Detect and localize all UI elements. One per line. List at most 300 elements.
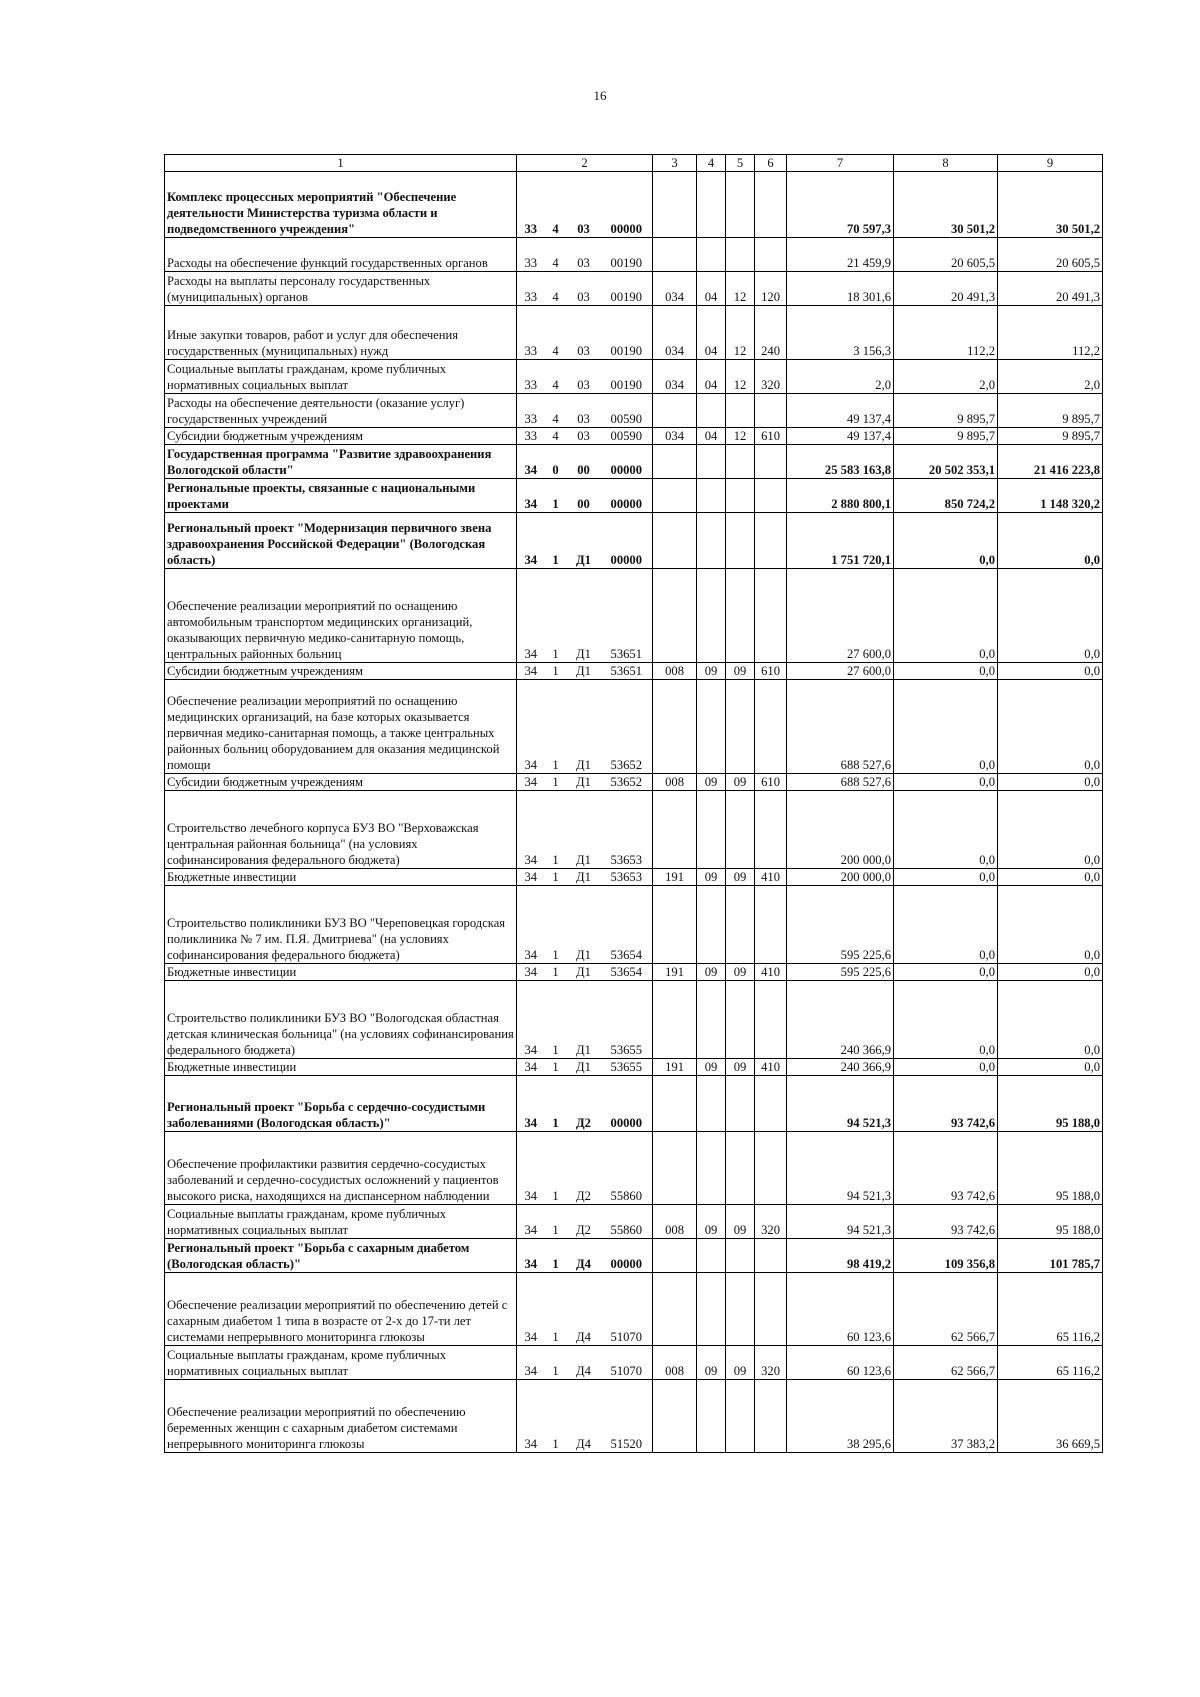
code-program: 34 bbox=[517, 1132, 545, 1205]
row-name: Обеспечение реализации мероприятий по оснащению автомобильным транспортом медицинских организаций, оказывающих первичную медико-санитарную помощь, центральных районных больниц bbox=[165, 569, 517, 663]
section-code bbox=[697, 886, 726, 964]
code-type: 1 bbox=[545, 1380, 567, 1453]
expense-type-code bbox=[755, 1380, 787, 1453]
table-row bbox=[165, 513, 1103, 569]
subsection-code bbox=[726, 1132, 755, 1205]
table-row bbox=[165, 1346, 1103, 1380]
table-row bbox=[165, 1380, 1103, 1453]
code-program: 34 bbox=[517, 981, 545, 1059]
code-direction: 53655 bbox=[601, 1059, 653, 1076]
row-name: Расходы на обеспечение деятельности (оказание услуг) государственных учреждений bbox=[165, 394, 517, 428]
row-name: Обеспечение реализации мероприятий по оснащению медицинских организаций, на базе которых оказывается первичная медико-санитарная помощь, а также центральных районных больниц оборудованием для оказания медицинской помощи bbox=[165, 680, 517, 774]
code-structure: Д1 bbox=[567, 569, 601, 663]
code-structure: Д4 bbox=[567, 1380, 601, 1453]
expense-type-code: 320 bbox=[755, 1346, 787, 1380]
section-code bbox=[697, 1132, 726, 1205]
code-structure: Д4 bbox=[567, 1346, 601, 1380]
code-structure: Д1 bbox=[567, 513, 601, 569]
code-type: 4 bbox=[545, 272, 567, 306]
code-program: 34 bbox=[517, 1205, 545, 1239]
amount-year-3: 112,2 bbox=[998, 306, 1103, 360]
table-row bbox=[165, 360, 1103, 394]
code-structure: Д4 bbox=[567, 1273, 601, 1346]
code-program: 34 bbox=[517, 663, 545, 680]
table-row bbox=[165, 306, 1103, 360]
grbs-code bbox=[653, 1076, 697, 1132]
code-program: 33 bbox=[517, 360, 545, 394]
row-name: Социальные выплаты гражданам, кроме публичных нормативных социальных выплат bbox=[165, 360, 517, 394]
grbs-code bbox=[653, 445, 697, 479]
row-name: Бюджетные инвестиции bbox=[165, 1059, 517, 1076]
expense-type-code: 610 bbox=[755, 774, 787, 791]
subsection-code: 09 bbox=[726, 964, 755, 981]
expense-type-code: 320 bbox=[755, 1205, 787, 1239]
row-name: Обеспечение реализации мероприятий по обеспечению детей с сахарным диабетом 1 типа в возрасте от 2-х до 17-ти лет системами непрерывного мониторинга глюкозы bbox=[165, 1273, 517, 1346]
expense-type-code bbox=[755, 1076, 787, 1132]
code-direction: 00190 bbox=[601, 360, 653, 394]
code-program: 34 bbox=[517, 569, 545, 663]
amount-year-1: 595 225,6 bbox=[787, 886, 894, 964]
code-structure: Д1 bbox=[567, 1059, 601, 1076]
expense-type-code bbox=[755, 791, 787, 869]
amount-year-1: 18 301,6 bbox=[787, 272, 894, 306]
amount-year-3: 0,0 bbox=[998, 886, 1103, 964]
subsection-code bbox=[726, 513, 755, 569]
amount-year-1: 1 751 720,1 bbox=[787, 513, 894, 569]
subsection-code bbox=[726, 1273, 755, 1346]
code-type: 4 bbox=[545, 306, 567, 360]
section-code: 09 bbox=[697, 1346, 726, 1380]
amount-year-3: 36 669,5 bbox=[998, 1380, 1103, 1453]
subsection-code bbox=[726, 680, 755, 774]
subsection-code: 12 bbox=[726, 272, 755, 306]
amount-year-1: 688 527,6 bbox=[787, 774, 894, 791]
grbs-code bbox=[653, 1380, 697, 1453]
code-direction: 55860 bbox=[601, 1205, 653, 1239]
code-program: 33 bbox=[517, 172, 545, 238]
header-col-8: 8 bbox=[894, 155, 998, 172]
subsection-code bbox=[726, 1380, 755, 1453]
table-row bbox=[165, 1059, 1103, 1076]
section-code: 09 bbox=[697, 774, 726, 791]
code-program: 34 bbox=[517, 479, 545, 513]
amount-year-2: 109 356,8 bbox=[894, 1239, 998, 1273]
grbs-code bbox=[653, 1132, 697, 1205]
subsection-code bbox=[726, 172, 755, 238]
amount-year-1: 70 597,3 bbox=[787, 172, 894, 238]
code-program: 34 bbox=[517, 1346, 545, 1380]
amount-year-3: 0,0 bbox=[998, 513, 1103, 569]
grbs-code bbox=[653, 981, 697, 1059]
subsection-code bbox=[726, 479, 755, 513]
grbs-code bbox=[653, 886, 697, 964]
section-code bbox=[697, 513, 726, 569]
amount-year-1: 200 000,0 bbox=[787, 869, 894, 886]
section-code: 09 bbox=[697, 869, 726, 886]
amount-year-1: 98 419,2 bbox=[787, 1239, 894, 1273]
code-program: 34 bbox=[517, 513, 545, 569]
grbs-code: 191 bbox=[653, 1059, 697, 1076]
row-name: Строительство поликлиники БУЗ ВО "Череповецкая городская поликлиника № 7 им. П.Я. Дмитриева" (на условиях софинансирования федерального бюджета) bbox=[165, 886, 517, 964]
code-structure: Д2 bbox=[567, 1205, 601, 1239]
expense-type-code bbox=[755, 1273, 787, 1346]
expense-type-code bbox=[755, 569, 787, 663]
code-structure: Д1 bbox=[567, 680, 601, 774]
amount-year-3: 0,0 bbox=[998, 791, 1103, 869]
amount-year-3: 65 116,2 bbox=[998, 1346, 1103, 1380]
row-name: Субсидии бюджетным учреждениям bbox=[165, 774, 517, 791]
amount-year-3: 0,0 bbox=[998, 680, 1103, 774]
amount-year-3: 95 188,0 bbox=[998, 1076, 1103, 1132]
code-type: 1 bbox=[545, 680, 567, 774]
table-row bbox=[165, 445, 1103, 479]
code-type: 4 bbox=[545, 428, 567, 445]
amount-year-1: 38 295,6 bbox=[787, 1380, 894, 1453]
amount-year-2: 0,0 bbox=[894, 569, 998, 663]
table-row bbox=[165, 1205, 1103, 1239]
code-type: 1 bbox=[545, 981, 567, 1059]
code-type: 0 bbox=[545, 445, 567, 479]
header-col-3: 3 bbox=[653, 155, 697, 172]
grbs-code bbox=[653, 394, 697, 428]
amount-year-2: 0,0 bbox=[894, 886, 998, 964]
amount-year-3: 0,0 bbox=[998, 774, 1103, 791]
code-type: 4 bbox=[545, 172, 567, 238]
amount-year-3: 21 416 223,8 bbox=[998, 445, 1103, 479]
amount-year-3: 1 148 320,2 bbox=[998, 479, 1103, 513]
expense-type-code: 320 bbox=[755, 360, 787, 394]
section-code: 09 bbox=[697, 1059, 726, 1076]
amount-year-2: 20 605,5 bbox=[894, 238, 998, 272]
code-program: 34 bbox=[517, 774, 545, 791]
code-type: 1 bbox=[545, 1076, 567, 1132]
row-name: Социальные выплаты гражданам, кроме публичных нормативных социальных выплат bbox=[165, 1346, 517, 1380]
table-row bbox=[165, 663, 1103, 680]
code-direction: 00590 bbox=[601, 394, 653, 428]
code-direction: 00190 bbox=[601, 306, 653, 360]
header-col-5: 5 bbox=[726, 155, 755, 172]
code-program: 34 bbox=[517, 680, 545, 774]
amount-year-2: 93 742,6 bbox=[894, 1205, 998, 1239]
code-type: 1 bbox=[545, 886, 567, 964]
amount-year-2: 0,0 bbox=[894, 981, 998, 1059]
expense-type-code: 410 bbox=[755, 1059, 787, 1076]
amount-year-2: 0,0 bbox=[894, 791, 998, 869]
amount-year-3: 65 116,2 bbox=[998, 1273, 1103, 1346]
code-direction: 00190 bbox=[601, 238, 653, 272]
amount-year-3: 30 501,2 bbox=[998, 172, 1103, 238]
row-name: Региональные проекты, связанные с национальными проектами bbox=[165, 479, 517, 513]
code-direction: 53652 bbox=[601, 680, 653, 774]
amount-year-1: 2,0 bbox=[787, 360, 894, 394]
code-structure: Д1 bbox=[567, 869, 601, 886]
grbs-code: 034 bbox=[653, 428, 697, 445]
code-structure: Д4 bbox=[567, 1239, 601, 1273]
amount-year-3: 20 605,5 bbox=[998, 238, 1103, 272]
subsection-code bbox=[726, 1076, 755, 1132]
table-row bbox=[165, 394, 1103, 428]
expense-type-code: 410 bbox=[755, 964, 787, 981]
section-code: 04 bbox=[697, 306, 726, 360]
amount-year-2: 30 501,2 bbox=[894, 172, 998, 238]
row-name: Субсидии бюджетным учреждениям bbox=[165, 428, 517, 445]
code-type: 4 bbox=[545, 394, 567, 428]
code-type: 1 bbox=[545, 663, 567, 680]
section-code bbox=[697, 791, 726, 869]
expense-type-code bbox=[755, 886, 787, 964]
section-code: 09 bbox=[697, 663, 726, 680]
amount-year-2: 37 383,2 bbox=[894, 1380, 998, 1453]
amount-year-2: 62 566,7 bbox=[894, 1346, 998, 1380]
row-name: Социальные выплаты гражданам, кроме публичных нормативных социальных выплат bbox=[165, 1205, 517, 1239]
code-type: 1 bbox=[545, 869, 567, 886]
amount-year-3: 0,0 bbox=[998, 869, 1103, 886]
header-col-6: 6 bbox=[755, 155, 787, 172]
grbs-code: 008 bbox=[653, 1205, 697, 1239]
expense-type-code bbox=[755, 479, 787, 513]
amount-year-2: 9 895,7 bbox=[894, 394, 998, 428]
header-col-2: 2 bbox=[517, 155, 653, 172]
code-program: 34 bbox=[517, 869, 545, 886]
row-name: Государственная программа "Развитие здравоохранения Вологодской области" bbox=[165, 445, 517, 479]
section-code bbox=[697, 445, 726, 479]
expense-type-code bbox=[755, 1132, 787, 1205]
table-row bbox=[165, 569, 1103, 663]
expense-type-code bbox=[755, 513, 787, 569]
expense-type-code bbox=[755, 1239, 787, 1273]
table-row bbox=[165, 1273, 1103, 1346]
amount-year-2: 20 491,3 bbox=[894, 272, 998, 306]
grbs-code bbox=[653, 1273, 697, 1346]
code-type: 1 bbox=[545, 791, 567, 869]
amount-year-3: 0,0 bbox=[998, 964, 1103, 981]
amount-year-1: 21 459,9 bbox=[787, 238, 894, 272]
code-type: 1 bbox=[545, 1059, 567, 1076]
amount-year-1: 27 600,0 bbox=[787, 663, 894, 680]
code-direction: 53651 bbox=[601, 663, 653, 680]
amount-year-1: 49 137,4 bbox=[787, 394, 894, 428]
amount-year-1: 60 123,6 bbox=[787, 1273, 894, 1346]
grbs-code: 008 bbox=[653, 774, 697, 791]
subsection-code: 09 bbox=[726, 1205, 755, 1239]
code-type: 1 bbox=[545, 1239, 567, 1273]
code-program: 33 bbox=[517, 238, 545, 272]
code-program: 34 bbox=[517, 886, 545, 964]
code-type: 1 bbox=[545, 1346, 567, 1380]
table-row bbox=[165, 172, 1103, 238]
header-col-7: 7 bbox=[787, 155, 894, 172]
section-code bbox=[697, 1076, 726, 1132]
amount-year-1: 200 000,0 bbox=[787, 791, 894, 869]
amount-year-1: 94 521,3 bbox=[787, 1076, 894, 1132]
code-program: 33 bbox=[517, 394, 545, 428]
amount-year-1: 240 366,9 bbox=[787, 1059, 894, 1076]
table-row bbox=[165, 680, 1103, 774]
subsection-code: 12 bbox=[726, 306, 755, 360]
table-row bbox=[165, 1076, 1103, 1132]
section-code: 04 bbox=[697, 428, 726, 445]
amount-year-3: 9 895,7 bbox=[998, 428, 1103, 445]
code-direction: 00000 bbox=[601, 479, 653, 513]
code-structure: Д1 bbox=[567, 964, 601, 981]
section-code bbox=[697, 172, 726, 238]
amount-year-3: 9 895,7 bbox=[998, 394, 1103, 428]
code-type: 1 bbox=[545, 1273, 567, 1346]
grbs-code: 191 bbox=[653, 869, 697, 886]
code-type: 1 bbox=[545, 964, 567, 981]
page-number: 16 bbox=[593, 88, 607, 103]
code-direction: 00000 bbox=[601, 1076, 653, 1132]
section-code bbox=[697, 1273, 726, 1346]
code-program: 34 bbox=[517, 1239, 545, 1273]
grbs-code bbox=[653, 238, 697, 272]
row-name: Региональный проект "Борьба с сахарным диабетом (Вологодская область)" bbox=[165, 1239, 517, 1273]
amount-year-3: 0,0 bbox=[998, 981, 1103, 1059]
grbs-code bbox=[653, 513, 697, 569]
amount-year-2: 0,0 bbox=[894, 680, 998, 774]
code-structure: 03 bbox=[567, 394, 601, 428]
subsection-code bbox=[726, 445, 755, 479]
expense-type-code: 120 bbox=[755, 272, 787, 306]
amount-year-2: 62 566,7 bbox=[894, 1273, 998, 1346]
expense-type-code bbox=[755, 238, 787, 272]
subsection-code: 09 bbox=[726, 1346, 755, 1380]
code-program: 34 bbox=[517, 1059, 545, 1076]
amount-year-3: 20 491,3 bbox=[998, 272, 1103, 306]
amount-year-1: 3 156,3 bbox=[787, 306, 894, 360]
code-structure: 03 bbox=[567, 238, 601, 272]
row-name: Комплекс процессных мероприятий "Обеспечение деятельности Министерства туризма области и подведомственного учреждения" bbox=[165, 172, 517, 238]
code-structure: Д1 bbox=[567, 791, 601, 869]
code-type: 1 bbox=[545, 1132, 567, 1205]
subsection-code: 09 bbox=[726, 774, 755, 791]
row-name: Региональный проект "Борьба с сердечно-сосудистыми заболеваниями (Вологодская область)" bbox=[165, 1076, 517, 1132]
amount-year-2: 0,0 bbox=[894, 663, 998, 680]
section-code bbox=[697, 680, 726, 774]
table-row bbox=[165, 1239, 1103, 1273]
code-program: 34 bbox=[517, 791, 545, 869]
section-code: 09 bbox=[697, 964, 726, 981]
header-col-4: 4 bbox=[697, 155, 726, 172]
code-program: 34 bbox=[517, 964, 545, 981]
code-type: 1 bbox=[545, 513, 567, 569]
amount-year-2: 20 502 353,1 bbox=[894, 445, 998, 479]
grbs-code bbox=[653, 791, 697, 869]
amount-year-2: 0,0 bbox=[894, 869, 998, 886]
code-structure: 00 bbox=[567, 445, 601, 479]
code-direction: 51070 bbox=[601, 1346, 653, 1380]
row-name: Субсидии бюджетным учреждениям bbox=[165, 663, 517, 680]
code-type: 1 bbox=[545, 1205, 567, 1239]
amount-year-2: 9 895,7 bbox=[894, 428, 998, 445]
amount-year-3: 0,0 bbox=[998, 1059, 1103, 1076]
section-code bbox=[697, 569, 726, 663]
section-code: 04 bbox=[697, 272, 726, 306]
code-structure: 03 bbox=[567, 360, 601, 394]
row-name: Бюджетные инвестиции bbox=[165, 964, 517, 981]
table-row bbox=[165, 964, 1103, 981]
code-type: 1 bbox=[545, 479, 567, 513]
table-row bbox=[165, 428, 1103, 445]
code-structure: 03 bbox=[567, 172, 601, 238]
code-direction: 00000 bbox=[601, 513, 653, 569]
subsection-code bbox=[726, 238, 755, 272]
code-structure: 03 bbox=[567, 272, 601, 306]
table-row bbox=[165, 238, 1103, 272]
code-direction: 51070 bbox=[601, 1273, 653, 1346]
table-row bbox=[165, 479, 1103, 513]
code-direction: 51520 bbox=[601, 1380, 653, 1453]
subsection-code: 09 bbox=[726, 1059, 755, 1076]
expense-type-code: 610 bbox=[755, 663, 787, 680]
section-code bbox=[697, 394, 726, 428]
amount-year-1: 688 527,6 bbox=[787, 680, 894, 774]
amount-year-2: 850 724,2 bbox=[894, 479, 998, 513]
table-row bbox=[165, 1132, 1103, 1205]
expense-type-code bbox=[755, 981, 787, 1059]
code-structure: Д1 bbox=[567, 981, 601, 1059]
amount-year-1: 60 123,6 bbox=[787, 1346, 894, 1380]
amount-year-1: 49 137,4 bbox=[787, 428, 894, 445]
code-direction: 53651 bbox=[601, 569, 653, 663]
section-code: 04 bbox=[697, 360, 726, 394]
subsection-code bbox=[726, 394, 755, 428]
amount-year-3: 2,0 bbox=[998, 360, 1103, 394]
code-program: 33 bbox=[517, 272, 545, 306]
row-name: Строительство лечебного корпуса БУЗ ВО "Верховажская центральная районная больница" (на условиях софинансирования федерального бюджета) bbox=[165, 791, 517, 869]
row-name: Иные закупки товаров, работ и услуг для обеспечения государственных (муниципальных) нужд bbox=[165, 306, 517, 360]
code-program: 33 bbox=[517, 428, 545, 445]
amount-year-2: 0,0 bbox=[894, 1059, 998, 1076]
amount-year-2: 93 742,6 bbox=[894, 1132, 998, 1205]
grbs-code bbox=[653, 680, 697, 774]
section-code bbox=[697, 981, 726, 1059]
table-row bbox=[165, 774, 1103, 791]
grbs-code: 034 bbox=[653, 360, 697, 394]
amount-year-1: 595 225,6 bbox=[787, 964, 894, 981]
budget-table bbox=[164, 154, 1103, 1453]
amount-year-3: 101 785,7 bbox=[998, 1239, 1103, 1273]
section-code bbox=[697, 238, 726, 272]
grbs-code: 034 bbox=[653, 272, 697, 306]
grbs-code: 191 bbox=[653, 964, 697, 981]
amount-year-3: 95 188,0 bbox=[998, 1132, 1103, 1205]
code-structure: Д1 bbox=[567, 774, 601, 791]
code-direction: 53654 bbox=[601, 964, 653, 981]
row-name: Региональный проект "Модернизация первичного звена здравоохранения Российской Федерации" (Вологодская область) bbox=[165, 513, 517, 569]
amount-year-1: 94 521,3 bbox=[787, 1132, 894, 1205]
code-structure: 00 bbox=[567, 479, 601, 513]
expense-type-code: 410 bbox=[755, 869, 787, 886]
subsection-code: 09 bbox=[726, 663, 755, 680]
header-col-1: 1 bbox=[165, 155, 517, 172]
amount-year-1: 27 600,0 bbox=[787, 569, 894, 663]
code-direction: 53652 bbox=[601, 774, 653, 791]
grbs-code: 008 bbox=[653, 663, 697, 680]
code-direction: 53654 bbox=[601, 886, 653, 964]
amount-year-2: 93 742,6 bbox=[894, 1076, 998, 1132]
expense-type-code bbox=[755, 394, 787, 428]
code-direction: 55860 bbox=[601, 1132, 653, 1205]
subsection-code bbox=[726, 1239, 755, 1273]
subsection-code: 12 bbox=[726, 360, 755, 394]
code-type: 4 bbox=[545, 360, 567, 394]
grbs-code bbox=[653, 1239, 697, 1273]
code-type: 1 bbox=[545, 774, 567, 791]
row-name: Обеспечение реализации мероприятий по обеспечению беременных женщин с сахарным диабетом системами непрерывного мониторинга глюкозы bbox=[165, 1380, 517, 1453]
code-direction: 00590 bbox=[601, 428, 653, 445]
code-program: 34 bbox=[517, 1273, 545, 1346]
